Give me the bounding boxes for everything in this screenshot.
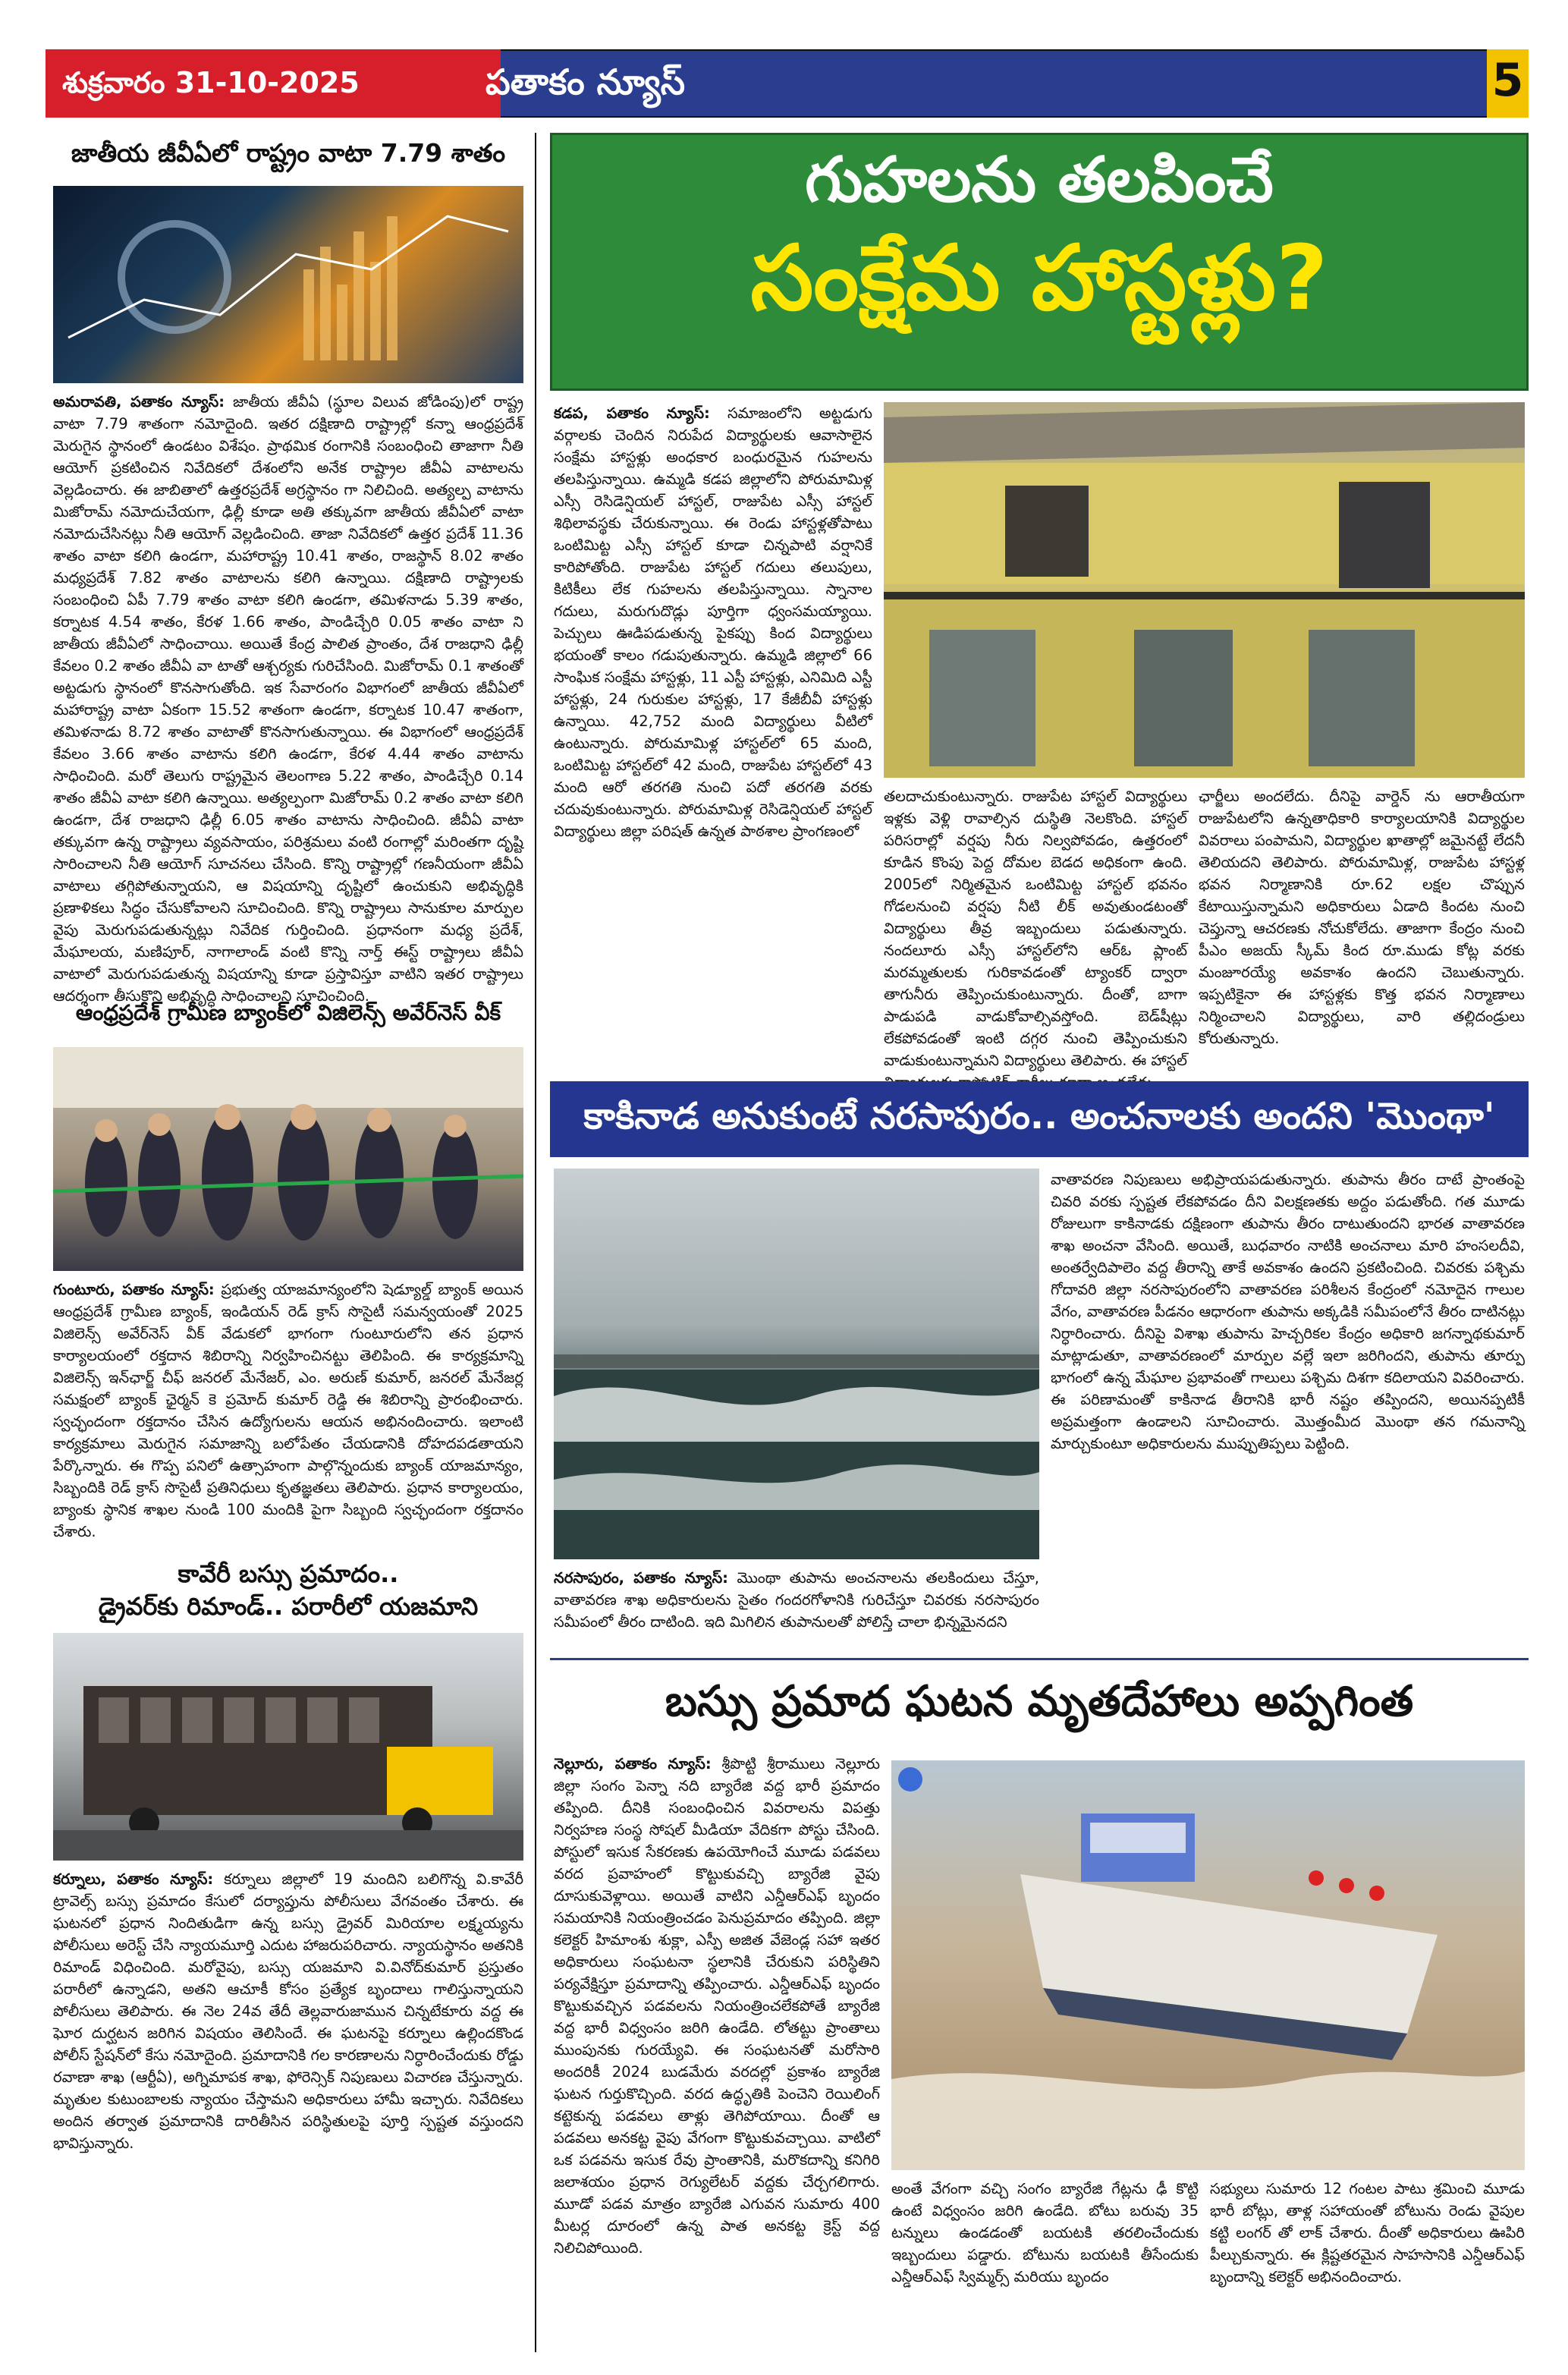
gdp-dateline: అమరావతి, పతాకం న్యూస్:: [53, 393, 225, 411]
lead-headline-line2: సంక్షేమ హాస్టళ్లు?: [750, 225, 1328, 330]
gdp-body-text: జాతీయ జీవీఏ (స్థూల విలువ జోడింపు)లో రాష్ట్ర వాటా 7.79 శాతంగా నమోదైంది. ఇతర దక్షిణాది రాష్ట్రాల్లో కన్నా ఆంధ్రప్రదేశ్ మెరుగైన స్థానంలో ఉండటం విశేషం. ప్రాథమిక రంగానికి సంబంధించి తాజాగా నీతి ఆయోగ్ ప్రకటించిన నివేదికలో దేశంలోని అనేక రాష్ట్రాల జీవీఏ వాటాలను వెల్లడించారు. ఈ జాబితాలో ఉత్తరప్రదేశ్ అగ్రస్థానం గా నిలిచింది. అత్యల్ప వాటాను మిజోరామ్ నమోదుచేయగా, ఢిల్లీ కూడా అతి తక్కువగా జాతీయ జీవీఏలో వాటా నమోదుచేసినట్లు నీతి ఆయోగ్ వెల్లడించింది. తాజా నివేదికలో ఉత్తర ప్రదేశ్ 11.36 శాతం వాటా కలిగి ఉండగా, మహారాష్ట్ర 10.41 శాతం, రాజస్థాన్ 8.02 శాతం మధ్యప్రదేశ్ 7.82 శాతం వాటాలను కలిగి ఉన్నాయి. దక్షిణాది రాష్ట్రాలకు సంబంధించి ఏపీ 7.79 శాతం వాటా కలిగి ఉండగా, తమిళనాడు 5.39 శాతం, కర్నాటక 4.54 శాతం, కేరళ 1.66 శాతం, పాండిచ్చేరి 0.05 శాతం వాటా ని జాతీయ జీవీఏలో సాధించాయి. అయితే కేంద్ర పాలిత ప్రాంతం, దేశ రాజధాని ఢిల్లీ కేవలం 0.2 శాతం జీవీఏ వా టాతో ఆశ్చర్యకు గురిచేసింది. మిజోరామ్ 0.1 శాతంతో అట్టడుగు స్థానంలో కొనసాగుతోంది. ఇక సేవారంగం విభాగంలో జాతీయ జీవీఏలో మహారాష్ట్ర వాటా ఏకంగా 15.52 శాతంగా ఉండగా, కర్నాటక 10.47 శాతంగా, తమిళనాడు 8.72 శాతం వాటాతో కొనసాగుతున్నాయి. ఈ విభాగంలో ఆంధ్రప్రదేశ్ కేవలం 3.66 శాతం వాటాను కలిగి ఉండగా, కేరళ 4.44 శాతం వాటాను సాధించింది. మరో తెలుగు రాష్ట్రమైన తెలంగాణ 5.22 శాతం, పాండిచ్చేరి 0.14 శాతం జీవీఏ వాటా కలిగి ఉన్నాయి. అత్యల్పంగా మిజోరామ్ 0.2 శాతం వాటా కలిగి ఉండగా, దేశ రాజధాని ఢిల్లీ 6.05 శాతం వాటాను సాధించింది. జీవీఏ వాటా తక్కువగా ఉన్న రాష్ట్రాలు వ్యవసాయం, పరిశ్రమలు వంటి రంగాల్లో మరింతగా దృష్టి సారించాలని నీతి ఆయోగ్ సూచనలు చేసింది. కొన్ని రాష్ట్రాల్లో గణనీయంగా జీవీఏ వాటాలు తగ్గిపోతున్నాయని, ఆ విషయాన్ని దృష్టిలో ఉంచుకుని అభివృద్ధికి ప్రణాళికలు సిద్ధం చేసుకోవాలని సూచించింది. కొన్ని రాష్ట్రాలు సానుకూల మార్పుల వైపు మెరుగుపడుతున్నట్లు నివేదిక గుర్తించింది. ప్రధానంగా మధ్య ప్రదేశ్, మేఘాలయ, మణిపూర్, నాగాలాండ్ వంటి కొన్ని నార్త్ ఈస్ట్ రాష్ట్రాలు జీవీఏ వాటాలో మెరుగుపడుతున్న విషయాన్ని కూడా ప్రస్తావిస్తూ వాటిని ఇతర రాష్ట్రాలు ఆదర్శంగా తీసుకొని అభివృద్ధి సాధించాలని సూచించింది.: [53, 393, 524, 1005]
bus-col3: [1210, 2178, 1525, 2348]
bus-body: [554, 1753, 880, 2348]
gdp-photo: [53, 186, 523, 383]
page-number: 5: [1487, 49, 1529, 118]
bank-photo: [53, 1047, 523, 1271]
cyclone-caption: [554, 1567, 1039, 1650]
kaveri-photo-graphic: [53, 1633, 523, 1861]
bank-headline: ఆంధ్రప్రదేశ్ గ్రామీణ బ్యాంక్‌లో విజిలెన్స్ అవేర్‌నెస్ వీక్: [75, 1000, 501, 1025]
boat-photo: [891, 1760, 1525, 2170]
cyclone-caption-text: మొంథా తుపాను అంచనాలను తలకిందులు చేస్తూ, వాతావరణ శాఖ అధికారులను సైతం గందరగోళానికి గురిచేస్తూ చివరకు నరసాపురం సమీపంలో తీరం దాటింది. ఇది మిగిలిన తుపానులతో పోలిస్తే చాలా భిన్నమైనదని: [554, 1569, 1040, 1631]
bank-body-text: ప్రభుత్వ యాజమాన్యంలోని షెడ్యూల్డ్ బ్యాంక్ అయిన ఆంధ్రప్రదేశ్ గ్రామీణ బ్యాంక్, ఇండియన్ రెడ్ క్రాస్ సొసైటీ సమన్వయంతో 2025 విజిలెన్స్ అవేర్‌నెస్ వీక్ వేడుకలో భాగంగా గుంటూరులోని తన ప్రధాన కార్యాలయంలో రక్తదాన శిబిరాన్ని నిర్వహించినట్టు తెలిపింది. ఈ కార్యక్రమాన్ని విజిలెన్స్ ఇన్‌ఛార్జ్ చీఫ్ జనరల్ మేనేజర్, ఎం. అరుణ్ కుమార్, జనరల్ మేనేజర్ల సమక్షంలో బ్యాంక్ ఛైర్మన్ కె ప్రమోద్ కుమార్ రెడ్డి ఈ శిబిరాన్ని ప్రారంభించారు. స్వచ్ఛందంగా రక్తదానం చేసిన ఉద్యోగులను ఆయన అభినందించారు. ఇలాంటి కార్యక్రమాలు మెరుగైన సమాజాన్ని బలోపేతం చేయడానికి దోహదపడతాయని పేర్కొన్నారు. ఈ గొప్ప పనిలో ఉత్సాహంగా పాల్గొన్నందుకు బ్యాంక్ యాజమాన్యం, సిబ్బందికి రెడ్ క్రాస్ సొసైటీ ప్రతినిధులు కృతజ్ఞతలు తెలిపారు. ప్రధాన కార్యాలయం, బ్యాంకు స్థానిక శాఖల నుండి 100 మందికి పైగా సిబ్బంది స్వచ్ఛందంగా రక్తదానం చేశారు.: [53, 1281, 523, 1540]
facebook-icon: [898, 1767, 922, 1791]
boat-photo-graphic: [891, 1760, 1525, 2170]
bank-body: [53, 1279, 523, 1544]
bank-dateline: గుంటూరు, పతాకం న్యూస్:: [53, 1281, 215, 1298]
lead-col2-text: తలదాచుకుంటున్నారు. రాజుపేట హాస్టల్ విద్యార్థులు ఇళ్లకు వెళ్లి రావాల్సిన దుస్థితి నెలకొంది. హాస్టల్ పరిసరాల్లో వర్షపు నీరు నిల్వపోవడం, ఉత్తరంలో కూడిన కొంపు పెద్ద దోమల బెడద అధికంగా ఉంది. 2005లో నిర్మితమైన ఒంటిమిట్ట హాస్టల్ భవనం గోడలనుంచి వర్షపు నీటి లీక్ అవుతుండటంతో విద్యార్థులు తీవ్ర ఇబ్బందులు పడుతున్నారు. నందలూరు ఎస్సీ హాస్టల్‌లోని ఆర్‌ఓ ప్లాంట్ మరమ్మతులకు గురికావడంతో ట్యాంకర్ ద్వారా తాగునీరు తెప్పించుకుంటున్నారు. దీంతో, బాగా పాడుపడి వాడుకోవాల్సివస్తోంది. బెడ్‌షీట్లు లేకపోవడంతో ఇంటి దగ్గర నుంచి తెప్పించుకుని వాడుకుంటున్నామని విద్యార్థులు తెలిపారు. ఈ హాస్టల్: [884, 788, 1187, 1069]
kaveri-dateline: కర్నూలు, పతాకం న్యూస్:: [53, 1870, 214, 1888]
masthead-date: శుక్రవారం 31-10-2025: [46, 49, 501, 118]
gdp-headline: జాతీయ జీవీఏలో రాష్ట్రం వాటా 7.79 శాతం: [71, 138, 506, 168]
left-column-rule: [535, 133, 536, 2352]
lead-dateline: కడప, పతాకం న్యూస్:: [554, 404, 710, 422]
bus-dateline: నెల్లూరు, పతాకం న్యూస్:: [554, 1755, 712, 1773]
bus-col2-text: అంతే వేగంగా వచ్చి సంగం బ్యారేజి గేట్లను ఢీ కొట్టి ఉంటే విధ్వంసం జరిగి ఉండేది. బోటు బరువు 35 టన్నులు ఉండడంతో బయటకి తరలించేందుకు ఇబ్బందులు పడ్డారు. బోటును బయటకి తీసేందుకు ఎన్డీఆర్‌ఎఫ్ స్విమ్మర్స్ మరియు బృందం: [891, 2180, 1199, 2285]
cyclone-photo-graphic: [554, 1169, 1039, 1559]
bus-body-text: శ్రీపొట్టి శ్రీరాములు నెల్లూరు జిల్లా సంగం పెన్నా నది బ్యారేజి వద్ద భారీ ప్రమాదం తప్పింది. దీనికి సంబంధించిన వివరాలను విపత్తు నిర్వహణ సంస్థ సోషల్ మీడియా వేదికగా పోస్టు చేసింది. పోస్టులో ఇసుక సేకరణకు ఉపయోగించే మూడు పడవలు వరద ప్రవాహంలో కొట్టుకువచ్చి బ్యారేజి వైపు దూసుకువెళ్లాయి. అయితే వాటిని ఎన్డీఆర్‌ఎఫ్ బృందం సమయానికి నియంత్రించడం పెనుప్రమాదం తప్పింది. జిల్లా కలెక్టర్ హిమాంశు శుక్లా, ఎస్పీ అజిత వేజెండ్ల సహా ఇతర అధికారులు సంఘటనా స్థలానికి చేరుకుని పరిస్థితిని పర్యవేక్షిస్తూ ప్రమాదాన్ని తప్పించారు. ఎన్డీఆర్‌ఎఫ్ బృందం కొట్టుకువచ్చిన పడవలను నియంత్రించలేకపోతే బ్యారేజి వద్ద భారీ విధ్వంసం జరిగి ఉండేది. లోతట్టు ప్రాంతాలు ముంపునకు గురయ్యేవి. ఈ సంఘటనతో మరోసారి అందరికీ 2024 బుడమేరు వరదల్లో ప్రకాశం బ్యారేజి ఘటన గుర్తుకొచ్చింది. వరద ఉద్ధృతికి పెంచెని రెయిలింగ్ కట్టెకున్న పడవలు తాళ్లు తెగిపోయాయి. దీంతో ఆ పడవలు అనకట్ట వైపు వేగంగా కొట్టుకువచ్చాయి. వాటిలో ఒక పడవను ఇసుక రేవు ప్రాంతానికి, మరొకదాన్ని కనిగిరి జలాశయం ప్రధాన రెగ్యులేటర్ వద్దకు చేర్చగలిగారు. మూడో పడవ మాత్రం బ్యారేజి ఎగువన సుమారు 400 మీటర్ల దూరంలో ఉన్న పాత అనకట్ట క్రెస్ట్ వద్ద నిలిచిపోయింది.: [554, 1755, 880, 2257]
bus-headline: బస్సు ప్రమాద ఘటన మృతదేహాలు అప్పగింత: [550, 1658, 1529, 1741]
lead-col2: [884, 785, 1187, 1070]
lead-col1-text: సమాజంలోని అట్టడుగు వర్గాలకు చెందిన నిరుపేద విద్యార్థులకు ఆవాసాలైన సంక్షేమ హాస్టళ్లు అంధకార బంధురమైన గుహలను తలపిస్తున్నాయి. ఉమ్మడి కడప జిల్లాలోని పోరుమామిళ్ల ఎస్సీ రెసిడెన్షియల్ హాస్టల్, రాజుపేట ఎస్సీ హాస్టల్ శిథిలావస్థకు చేరుకున్నాయి. ఈ రెండు హాస్టళ్లతోపాటు ఒంటిమిట్ట ఎస్సీ హాస్టల్ కూడా చిన్నపాటి వర్షానికే కారిపోతోంది. రాజుపేట హాస్టల్ గదులు తలుపులు, కిటికీలు లేక గుహలను తలపిస్తున్నాయి. స్నానాల గదులు, మరుగుదొడ్లు పూర్తిగా ధ్వంసమయ్యాయి. పెచ్చులు ఊడిపడుతున్న పైకప్పు కింద విద్యార్థులు భయంతో కాలం గడుపుతున్నారు. ఉమ్మడి జిల్లాలో 66 సాంఘిక సంక్షేమ హాస్టళ్లు, 11 ఎస్టీ హాస్టళ్లు, ఎనిమిది ఎస్టీ హాస్టళ్లు, 24 గురుకుల హాస్టళ్లు, 17 కేజీబీవీ హాస్టళ్లు ఉన్నాయి. 42,752 మంది విద్యార్థులు వీటిలో ఉంటున్నారు. పోరుమామిళ్ల హాస్టల్‌లో 65 మంది, ఒంటిమిట్ట హాస్టల్‌లో 42 మంది, రాజుపేట హాస్టల్‌లో 43 మంది ఆరో తరగతి నుంచి పదో తరగతి వరకు చదువుకుంటున్నారు. పోరుమామిళ్ల రెసిడెన్షియల్ హాస్టల్ విద్యార్థులు జిల్లా పరిషత్ ఉన్నత పాఠశాల ప్రాంగణంలో: [554, 404, 872, 840]
kaveri-body: [53, 1868, 523, 2346]
bus-col2: [891, 2178, 1199, 2348]
cyclone-dateline: నరసాపురం, పతాకం న్యూస్:: [554, 1569, 728, 1587]
lead-headline-line1: గుహలను తలపించే: [805, 144, 1274, 216]
hostel-photo-graphic: [884, 402, 1525, 778]
kaveri-photo: [53, 1633, 523, 1861]
lead-headline-banner: [550, 133, 1529, 391]
lead-col3-text: ఛార్జీలు అందలేదు. దీనిపై వార్డెన్ ను ఆరాతీయగా రాజుపేటలోని ఉన్నతాధికారి కార్యాలయానికి విద్యార్థుల వివరాలు పంపామని, విద్యార్థుల ఖాతాల్లో జమైనట్టే లేదనీ తెలియదని తెలిపారు. పోరుమామిళ్ల, రాజుపేట హాస్టళ్ల భవన నిర్మాణానికి రూ.62 లక్షల చొప్పున కేటాయిస్తున్నామని అధికారులు ఏడాది కిందట నుంచి చెప్తున్నా ఆచరణకు నోచుకోలేదు. తాజాగా కేంద్రం నుంచి పీఎం అజయ్ స్కీమ్ కింద రూ.ముడు కోట్ల వరకు మంజూరయ్యే అవకాశం ఉందని చెబుతున్నారు. ఇప్పటికైనా ఈ హాస్టళ్లకు కొత్త భవన నిర్మాణాలు నిర్మించాలని విద్యార్థులు, వారి తల్లిదండ్రులు కోరుతున్నారు.: [1199, 788, 1525, 1047]
lead-col1: [554, 402, 872, 1070]
cyclone-headline: కాకినాడ అనుకుంటే నరసాపురం.. అంచనాలకు అందని 'మొంథా': [550, 1081, 1529, 1157]
cyclone-body-text: వాతావరణ నిపుణులు అభిప్రాయపడుతున్నారు. తుపాను తీరం దాటే ప్రాంతంపై చివరి వరకు స్పష్టత లేకపోవడం దీని విలక్షణతకు అద్దం పడుతోంది. గత మూడు రోజులుగా కాకినాడకు దక్షిణంగా తుపాను తీరం దాటుతుందని భారత వాతావరణ శాఖ అంచనా వేసింది. అయితే, బుధవారం నాటికి అంచనాలు మారి హంసలదీవి, అంతర్వేదిపాలెం వద్ద తీరాన్ని తాకే అవకాశం ఉందని ప్రకటించింది. చివరకు పశ్చిమ గోదావరి జిల్లా నరసాపురంలోని వాతావరణ పరిశీలన కేంద్రంలో నమోదైన గాలుల వేగం, వాతావరణ పీడనం ఆధారంగా తుపాను అక్కడికి సమీపంలోనే తీరం దాటినట్లు నిర్ధారించారు. దీనిపై విశాఖ తుపాను హెచ్చరికల కేంద్రం అధికారి జగన్నాథకుమార్ మాట్లాడుతూ, వాతావరణంలో మార్పుల వల్లే ఇలా జరిగిందని, తుపాను తూర్పు భాగంలో ఉన్న మేఘాల ప్రభావంతో గాలులు పశ్చిమ దిశగా కదిలాయని వివరించారు. ఈ పరిణామంతో కాకినాడ తీరానికి భారీ నష్టం తప్పిందని, అయినప్పటికీ అప్రమత్తంగా ఉండాలని సూచించారు. మొత్తంమీద మొంథా తన గమనాన్ని మార్చుకుంటూ అధికారులను ముప్పుతిప్పలు పెట్టింది.: [1051, 1171, 1525, 1452]
kaveri-headline-1: కావేరీ బస్సు ప్రమాదం..: [178, 1559, 399, 1588]
hostel-photo: [884, 402, 1525, 778]
gdp-body: [53, 391, 524, 1005]
cyclone-body: [1051, 1169, 1525, 1650]
kaveri-body-text: కర్నూలు జిల్లాలో 19 మందిని బలిగొన్న వి.కావేరీ ట్రావెల్స్ బస్సు ప్రమాదం కేసులో దర్యాప్తును పోలీసులు వేగవంతం చేశారు. ఈ ఘటనలో ప్రధాన నిందితుడిగా ఉన్న బస్సు డ్రైవర్ మిరియాల లక్ష్మయ్యను పోలీసులు అరెస్ట్ చేసి న్యాయమూర్తి ఎదుట హాజరుపరిచారు. న్యాయస్థానం అతనికి రిమాండ్ విధించింది. మరోవైపు, బస్సు యజమాని వి.వినోద్‌కుమార్ ప్రస్తుతం పరారీలో ఉన్నాడని, అతని ఆచూకీ కోసం ప్రత్యేక బృందాలు గాలిస్తున్నాయని పోలీసులు తెలిపారు. ఈ నెల 24వ తేదీ తెల్లవారుజామున చిన్నటేకూరు వద్ద ఈ ఘోర దుర్ఘటన జరిగిన విషయం తెలిసిందే. ఈ ఘటనపై కర్నూలు ఉల్లిందకొండ పోలీస్ స్టేషన్‌లో కేసు నమోదైంది. ప్రమాదానికి గల కారణాలను నిర్ధారించేందుకు రోడ్డు రవాణా శాఖ (ఆర్టీఏ), అగ్నిమాపక శాఖ, ఫోరెన్సిక్ నిపుణులు విచారణ చేస్తున్నారు. మృతుల కుటుంబాలకు న్యాయం చేస్తామని అధికారులు హామీ ఇచ్చారు. నివేదికలు అందిన తర్వాత ప్రమాదానికి దారితీసిన పరిస్థితులపై పూర్తి స్పష్టత వస్తుందని భావిస్తున్నారు.: [53, 1870, 524, 2152]
lead-col3: [1199, 785, 1525, 1070]
bank-photo-graphic: [53, 1047, 523, 1271]
gdp-photo-graphic: [53, 186, 523, 383]
masthead-brand: పతాకం న్యూస్: [485, 61, 686, 102]
cyclone-photo: [554, 1169, 1039, 1559]
kaveri-headline-2: డ్రైవర్‌కు రిమాండ్.. పరారీలో యజమాని: [98, 1592, 479, 1621]
bus-col3-text: సభ్యులు సుమారు 12 గంటల పాటు శ్రమించి మూడు భారీ బోట్లు, తాళ్ల సహాయంతో బోటును రెండు వైపుల కట్టి లంగర్ తో లాక్ చేశారు. దీంతో అధికారులు ఊపిరి పీల్చుకున్నారు. ఈ క్లిష్టతరమైన సాహసానికి ఎన్డీఆర్‌ఎఫ్ బృందాన్ని కలెక్టర్ అభినందించారు.: [1210, 2180, 1525, 2285]
